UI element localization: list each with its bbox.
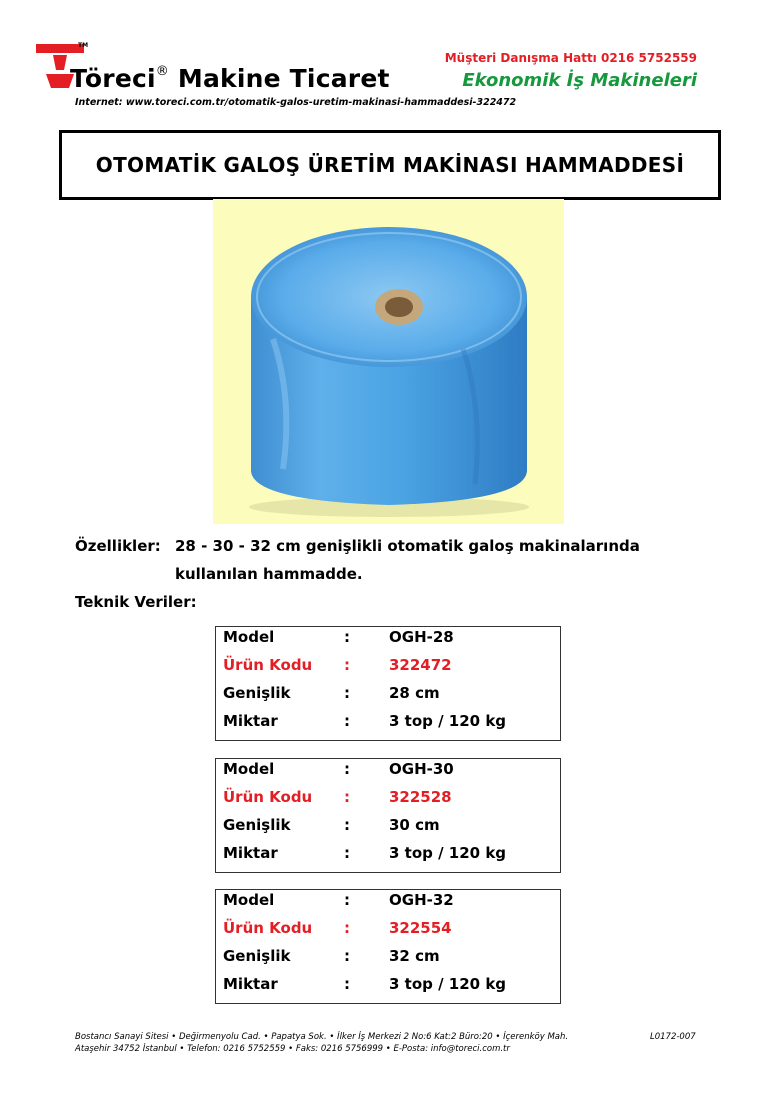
quantity-value: 3 top / 120 kg: [389, 712, 507, 730]
product-code-label: Ürün Kodu: [223, 656, 313, 674]
colon: :: [344, 684, 350, 702]
colon: :: [344, 947, 350, 965]
spec-row-model: [216, 760, 560, 788]
width-value: 28 cm: [389, 684, 440, 702]
company-suffix: Makine Ticaret: [177, 64, 390, 93]
spec-row-width: [216, 684, 560, 712]
spec-row-quantity: [216, 844, 560, 872]
colon: :: [344, 891, 350, 909]
colon: :: [344, 712, 350, 730]
model-label: Model: [223, 760, 275, 778]
technical-data-label: Teknik Veriler:: [75, 593, 197, 611]
colon: :: [344, 844, 350, 862]
width-label: Genişlik: [223, 684, 291, 702]
footer-contact: Ataşehir 34752 İstanbul • Telefon: 0216 5752559 • Faks: 0216 5756999 • E-Posta: info@toreci.com.tr: [75, 1044, 510, 1054]
spec-row-width: [216, 947, 560, 975]
spec-row-quantity: [216, 975, 560, 1003]
trademark: TM: [78, 42, 89, 49]
quantity-value: 3 top / 120 kg: [389, 975, 507, 993]
width-value: 30 cm: [389, 816, 440, 834]
company-name: [70, 64, 390, 93]
colon: :: [344, 816, 350, 834]
quantity-value: 3 top / 120 kg: [389, 844, 507, 862]
colon: :: [344, 919, 350, 937]
slogan: Ekonomik İş Makineleri: [462, 70, 697, 91]
model-value: OGH-30: [389, 760, 454, 778]
features-label: Özellikler:: [75, 537, 161, 555]
colon: :: [344, 760, 350, 778]
title-box: [59, 130, 721, 200]
colon: :: [344, 788, 350, 806]
spec-row-quantity: [216, 712, 560, 740]
spec-table-ogh-28: [215, 626, 561, 741]
blue-plastic-film-roll-image: [213, 199, 564, 524]
colon: :: [344, 628, 350, 646]
product-code-value: 322528: [389, 788, 452, 806]
features-line-2: kullanılan hammadde.: [175, 565, 363, 583]
colon: :: [344, 656, 350, 674]
model-label: Model: [223, 628, 275, 646]
product-code-value: 322554: [389, 919, 452, 937]
spec-table-ogh-32: [215, 889, 561, 1004]
quantity-label: Miktar: [223, 712, 278, 730]
width-label: Genişlik: [223, 816, 291, 834]
features-line-1: 28 - 30 - 32 cm genişlikli otomatik galoş makinalarında: [175, 537, 640, 555]
width-value: 32 cm: [389, 947, 440, 965]
brand-name: Töreci: [70, 64, 156, 93]
spec-row-model: [216, 891, 560, 919]
spec-row-product-code: [216, 919, 560, 947]
colon: :: [344, 975, 350, 993]
page-url[interactable]: Internet: www.toreci.com.tr/otomatik-galos-uretim-makinasi-hammaddesi-322472: [75, 97, 517, 108]
spec-table-ogh-30: [215, 758, 561, 873]
width-label: Genişlik: [223, 947, 291, 965]
document-code: L0172-007: [650, 1032, 696, 1042]
spec-row-product-code: [216, 788, 560, 816]
model-value: OGH-28: [389, 628, 454, 646]
page-title: OTOMATİK GALOŞ ÜRETİM MAKİNASI HAMMADDESİ: [95, 153, 685, 177]
footer-address: Bostancı Sanayi Sitesi • Değirmenyolu Cad. • Papatya Sok. • İlker İş Merkezi 2 No:6 Kat:2 Büro:20 • İçerenköy Mah.: [75, 1032, 569, 1042]
customer-hotline: Müşteri Danışma Hattı 0216 5752559: [444, 51, 697, 65]
product-code-label: Ürün Kodu: [223, 788, 313, 806]
model-value: OGH-32: [389, 891, 454, 909]
spec-row-model: [216, 628, 560, 656]
model-label: Model: [223, 891, 275, 909]
product-code-label: Ürün Kodu: [223, 919, 313, 937]
spec-row-width: [216, 816, 560, 844]
quantity-label: Miktar: [223, 975, 278, 993]
spec-row-product-code: [216, 656, 560, 684]
product-code-value: 322472: [389, 656, 452, 674]
quantity-label: Miktar: [223, 844, 278, 862]
registered-mark: ®: [155, 63, 169, 79]
